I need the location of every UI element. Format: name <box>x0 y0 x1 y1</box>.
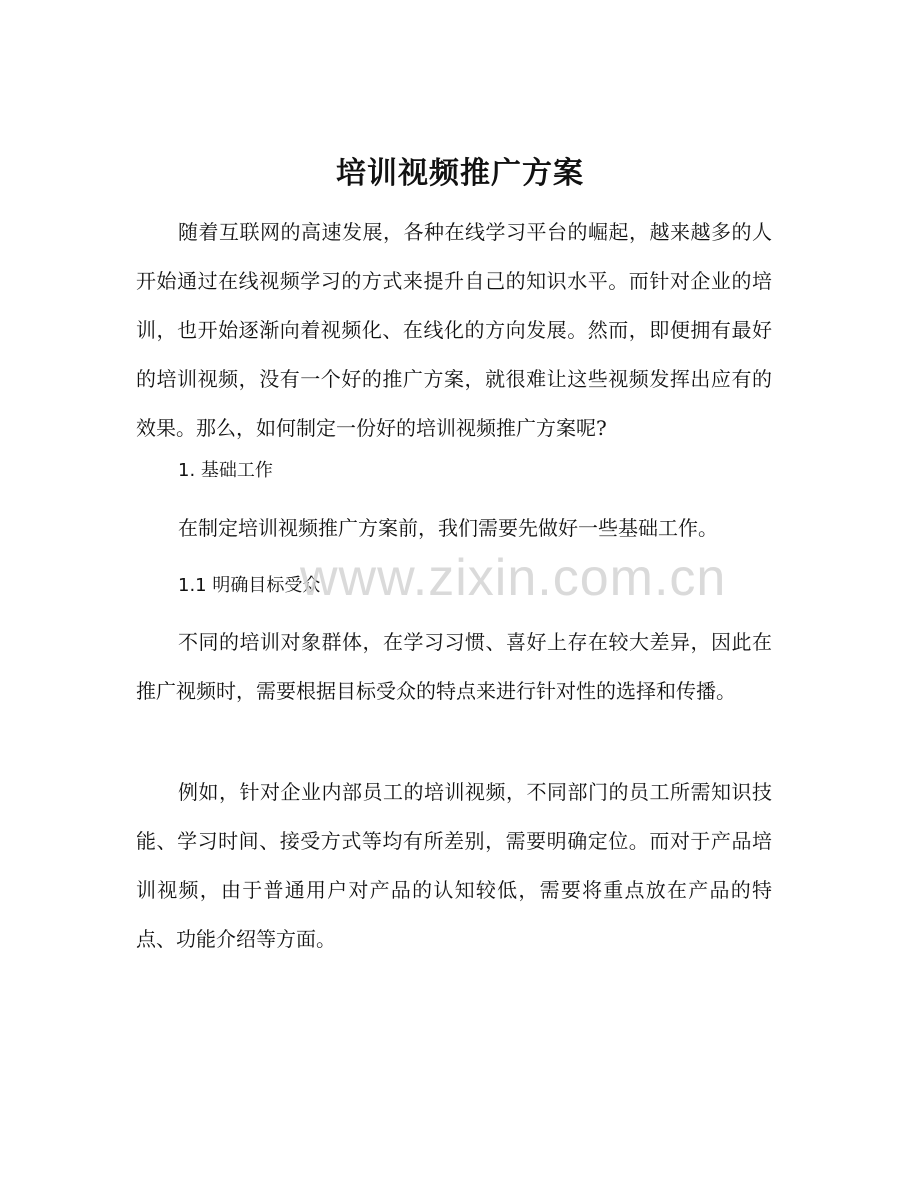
document-title: 培训视频推广方案 <box>336 156 584 191</box>
section-1-paragraph: 在制定培训视频推广方案前，我们需要先做好一些基础工作。 <box>178 516 718 540</box>
section-heading-1: 1. 基础工作 <box>178 460 273 481</box>
watermark-text: www.zixin.com.cn <box>300 549 727 607</box>
section-1-1-paragraph-1: 不同的培训对象群体，在学习习惯、喜好上存在较大差异，因此在推广视频时，需要根据目标受众的特点来进行针对性的选择和传播。 <box>136 630 772 703</box>
intro-paragraph: 随着互联网的高速发展，各种在线学习平台的崛起，越来越多的人开始通过在线视频学习的方式来提升自己的知识水平。而针对企业的培训，也开始逐渐向着视频化、在线化的方向发展。然而，即便拥有最好的培训视频，没有一个好的推广方案，就很难让这些视频发挥出应有的效果。那么，如何制定一份好的培训视频推广方案呢? <box>136 220 772 440</box>
section-heading-1-1: 1.1 明确目标受众 <box>178 575 321 596</box>
section-1-1-paragraph-2: 例如，针对企业内部员工的培训视频，不同部门的员工所需知识技能、学习时间、接受方式等均有所差别，需要明确定位。而对于产品培训视频，由于普通用户对产品的认知较低，需要将重点放在产品的特点、功能介绍等方面。 <box>136 780 772 951</box>
